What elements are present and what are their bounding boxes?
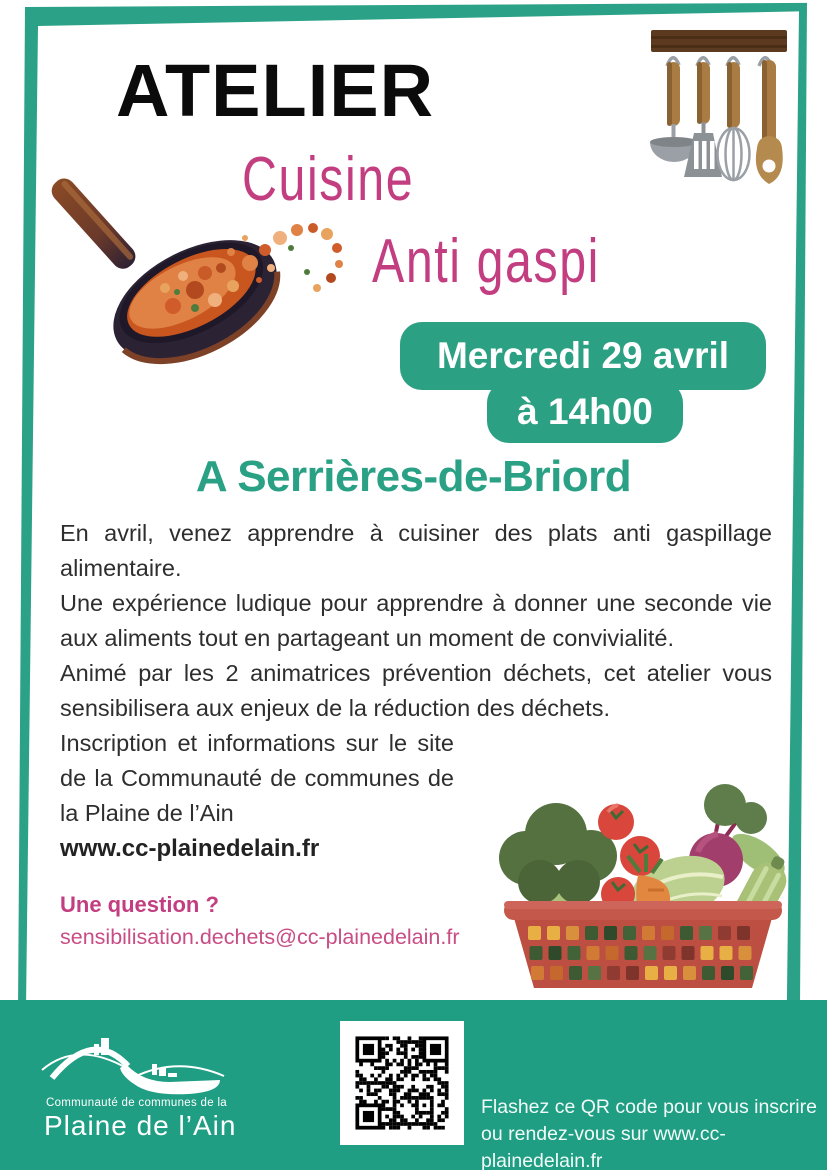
spatula-turner-icon [684,62,722,177]
logo-caption-small: Communauté de communes de la [46,1097,227,1109]
inscription-paragraph: Inscription et informations sur le site de la Communauté de communes de la Plaine de l’Ain [60,730,454,826]
qr-caption [481,1094,827,1170]
question-label: Une question ? [60,892,219,917]
rack-hooks [667,58,771,66]
website-text: www.cc-plainedelain.fr [60,835,320,862]
vegetable-basket-illustration [488,760,794,994]
date-badge-line2: à 14h00 [487,381,683,443]
qr-caption-line2: ou rendez-vous sur www.cc-plainedelain.fr [481,1123,726,1170]
logo-caption-name: Plaine de l’Ain [44,1110,237,1141]
whisk-icon [718,62,750,180]
utensil-rack-bar [651,30,787,52]
experience-paragraph: Une expérience ludique pour apprendre à donner une seconde vie aux aliments tout en partageant un moment de convivialité. [60,590,772,651]
animators-paragraph: Animé par les 2 animatrices prévention déchets, cet atelier vous sensibilisera aux enjeux de la réduction des déchets. [60,660,772,721]
basket-icon [504,901,782,988]
script-subtitle-line2: Anti gaspi [372,227,600,296]
ccpa-logo-illustration [38,1020,228,1100]
date-badge-line1: Mercredi 29 avril [400,322,766,390]
pan-handle [47,174,140,273]
workshop-title: ATELIER [116,49,435,132]
intro-paragraph: En avril, venez apprendre à cuisiner des plats anti gaspillage alimentaire. [60,520,772,581]
frying-pan-illustration [45,168,347,386]
location-heading: A Serrières-de-Briord [195,452,632,501]
qr-code [340,1021,464,1145]
logo-buildings [94,1038,177,1077]
wooden-spatula-icon [756,60,783,184]
ladle-icon [650,62,698,162]
kitchen-utensils-illustration [645,14,793,192]
contact-email: sensibilisation.dechets@cc-plainedelain.fr [60,925,460,949]
qr-caption-line1: Flashez ce QR code pour vous inscrire [481,1096,817,1118]
script-subtitle-line1: Cuisine [242,145,415,214]
